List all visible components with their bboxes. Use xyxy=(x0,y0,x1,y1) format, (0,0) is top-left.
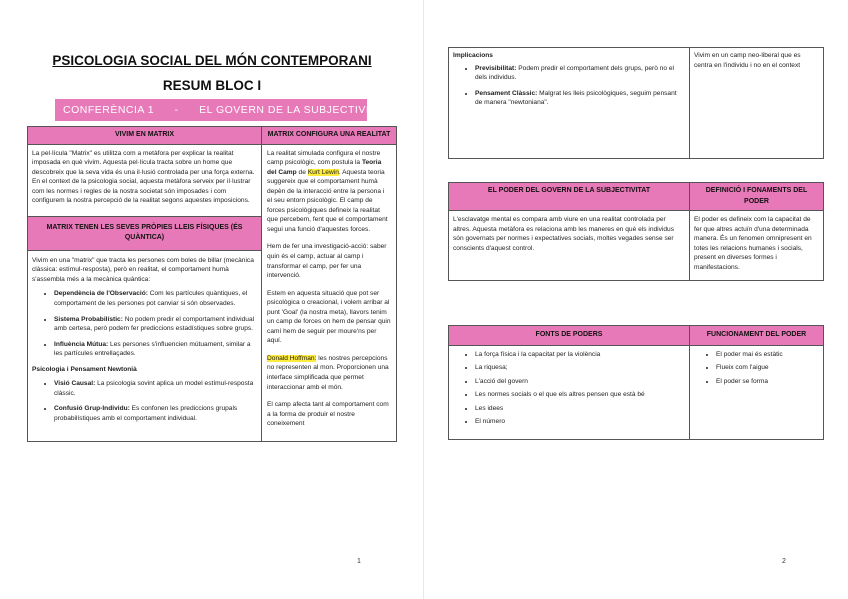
sources-table xyxy=(448,325,824,440)
power-header: EL PODER DEL GOVERN DE LA SUBJECTIVITAT xyxy=(449,183,690,211)
donald-hoffman-highlight: Donald Hoffman: xyxy=(267,354,317,362)
list-item: • Les idees xyxy=(475,404,685,414)
document-subtitle: RESUM BLOC I xyxy=(162,78,262,93)
col1-paragraph: Vivim en una "matrix" que tracta les persones com boles de billar (mecànica clàssica: estímul-resposta), però en realitat, el comportament humà s'assembla més a la mecànica quàntica: xyxy=(32,256,254,283)
matrix-table xyxy=(27,126,397,442)
col2-paragraph-5: El camp afecta tant al comportament com a la forma de produir el nostre coneixement xyxy=(267,401,389,428)
col2-paragraph-4: Donald Hoffman: les nostres percepcions no representen al mon. Proporcionen una interface simplificada que permet interaccionar amb el món. xyxy=(267,354,389,391)
implications-header: Implicacions xyxy=(453,52,493,59)
list-item: • Pensament Clàssic: Malgrat les lleis psicològiques, seguim pensant de manera "newtoniana". xyxy=(475,89,685,108)
list-item: • El poder se forma xyxy=(716,377,819,387)
list-item: • Visió Causal: La psicologia sovint aplica un model estímul-resposta clàssic. xyxy=(54,379,257,398)
quantum-list xyxy=(32,289,257,358)
page-number-2: 2 xyxy=(782,558,786,565)
list-item: • El poder mai és estàtic xyxy=(716,350,819,360)
newton-list xyxy=(32,379,257,423)
newton-header: Psicologia i Pensament Newtonià xyxy=(32,365,137,373)
functioning-list xyxy=(694,350,819,387)
list-item: • Influència Mútua: Les persones s'influencien mútuament, similar a les partícules entrellaçades. xyxy=(54,340,257,359)
implications-right-cell: Vivim en un camp neo-liberal que es centra en l'individu i no en el context xyxy=(690,48,824,159)
definition-text: El poder es defineix com la capacitat de fer que altres actuïn d'una determinada manera. És un fenomen omnipresent en totes les relacions humanes i socials, present en diverses formes i manifestacions. xyxy=(690,211,824,281)
page-2 xyxy=(424,0,848,599)
col1-intro-cell xyxy=(28,144,262,216)
functioning-header: FUNCIONAMENT DEL PODER xyxy=(690,326,824,346)
definition-header: DEFINICIÓ I FONAMENTS DEL PODER xyxy=(690,183,824,211)
implications-table xyxy=(448,47,824,159)
power-text: L'esclavatge mental es compara amb viure en una realitat controlada per altres. Aquesta metàfora es relaciona amb les maneres en què els individus són governats per normes i expectatives socials, moltes vegades sense ser conscients d'aquest control. xyxy=(449,211,690,281)
sub-header: MATRIX TENEN LES SEVES PRÒPIES LLEIS FÍSIQUES (ÉS QUÀNTICA) xyxy=(28,216,262,250)
implications-list xyxy=(453,64,685,108)
list-item: • Confusió Grup-Individu: Es confonen les prediccions grupals probabilístiques amb el comportament individual. xyxy=(54,404,257,423)
implications-cell xyxy=(449,48,690,159)
col1-quantum-cell xyxy=(28,250,262,442)
sources-list xyxy=(453,350,685,427)
sources-cell xyxy=(449,345,690,439)
list-item: • El número xyxy=(475,417,685,427)
power-table xyxy=(448,182,824,281)
col1-header: VIVIM EN MATRIX xyxy=(28,127,262,145)
list-item: • La força física i la capacitat per la violència xyxy=(475,350,685,360)
page-number-1: 1 xyxy=(357,558,361,565)
list-item: • Previsibilitat: Podem predir el comportament dels grups, però no el dels individus. xyxy=(475,64,685,83)
col2-body xyxy=(262,144,397,442)
col2-paragraph-1: La realitat simulada configura el nostre camp psicològic, com postula la Teoria del Camp de Kurt Lewin. Aquesta teoria suggereix que el comportament humà depèn de la interacció entre la persona i el seu entorn psicològic. El camp de forces psicològiques defineix la realitat que percebem, fent que el comportament segui una funció d'aquestes forces. xyxy=(267,149,388,233)
list-item: • Flueix com l'aigue xyxy=(716,363,819,373)
col2-paragraph-2: Hem de fer una investigació-acció: saber quin és el camp, actuar al camp i transformar el camp, per fer una intervenció. xyxy=(267,243,387,280)
col1-intro: La pel·lícula "Matrix" es utilitza com a metàfora per explicar la realitat imposada en què vivim. Aquesta pel·lícula tracta sobre un home que descobreix que la seva vida és una il·lusió controlada per una força externa. En el context de la psicologia social, aquesta metàfora serveix per il·lustrar com les normes i regles de la nostra societat són imposades i com configurem la nostra percepció de la realitat segons aquestes imposicions. xyxy=(32,149,255,205)
list-item: • L'acció del govern xyxy=(475,377,685,387)
list-item: • Sistema Probabilístic: No podem predir el comportament individual amb certesa, però podem fer prediccions estadístiques sobre grups. xyxy=(54,315,257,334)
col2-header: MATRIX CONFIGURA UNA REALITAT xyxy=(262,127,397,145)
list-item: • Les normes socials o el que els altres pensen que està bé xyxy=(475,390,685,400)
col2-paragraph-3: Estem en aquesta situació que pot ser psicològica o creacional, i volem arribar al punt 'Goal' (la nostra meta), llavors tenim un camp de forces on hem de pensar quin camí hem de seguir per moure'ns per aquí. xyxy=(267,289,391,345)
document-title: PSICOLOGIA SOCIAL DEL MÓN CONTEMPORANI xyxy=(52,53,372,68)
sources-header: FONTS DE PODERS xyxy=(449,326,690,346)
list-item: • La riquesa; xyxy=(475,363,685,373)
conference-banner: CONFERÈNCIA 1 - EL GOVERN DE LA SUBJECTIVITAT xyxy=(55,99,367,121)
list-item: • Dependència de l'Observació: Com les partícules quàntiques, el comportament de les persones pot canviar si són observades. xyxy=(54,289,257,308)
kurt-lewin-highlight: Kurt Lewin xyxy=(307,168,339,176)
functioning-cell xyxy=(690,345,824,439)
